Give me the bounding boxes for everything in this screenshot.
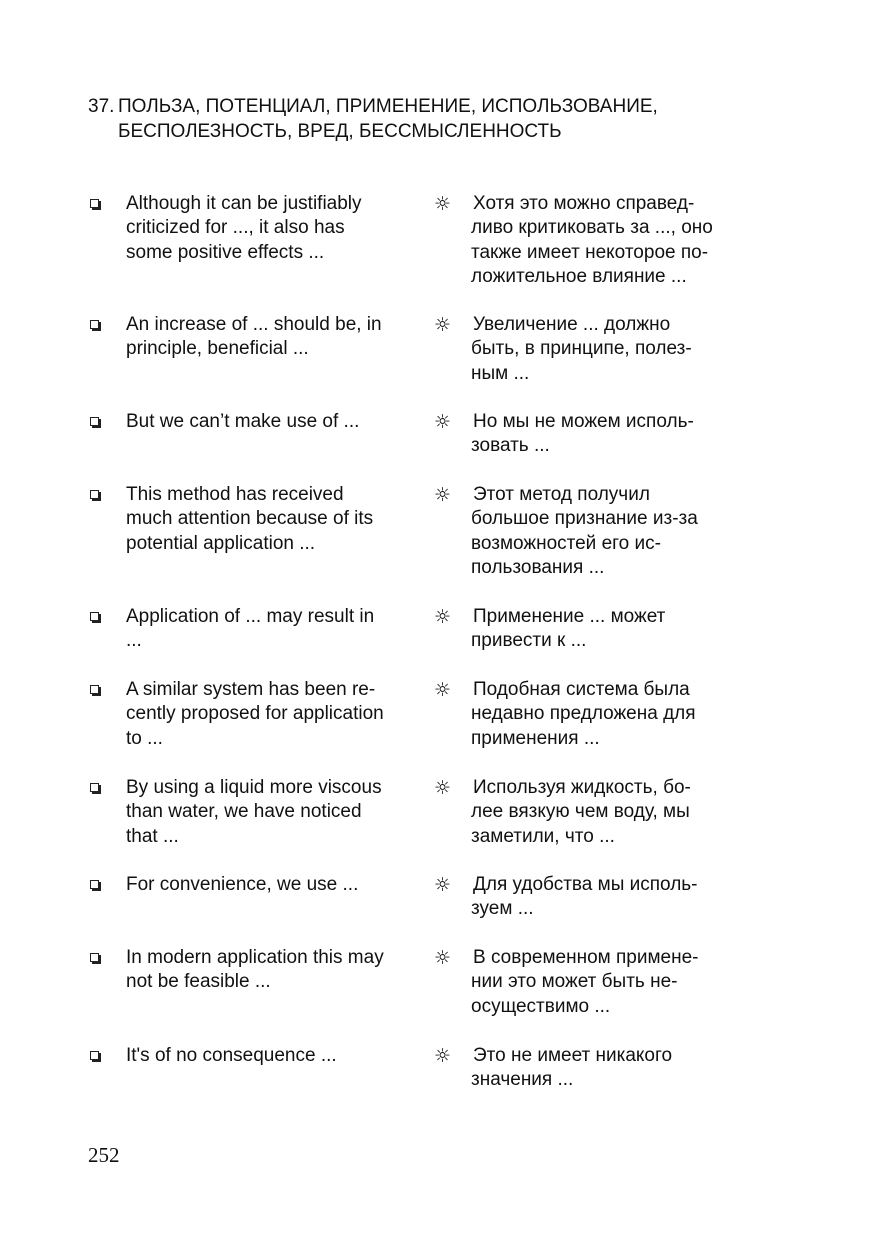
russian-line: В современном примене- [473,947,699,968]
phrase-list [0,192,872,1104]
russian-line: лее вязкую чем воду, мы [471,801,690,823]
russian-line: также имеет некоторое по- [471,241,709,263]
russian-line: быть, в принципе, полез- [471,338,692,360]
checkbox-icon [90,685,99,694]
russian-translation [471,946,733,1019]
russian-translation [471,483,733,580]
sun-icon: ☼ [434,484,452,506]
phrase-entry [0,605,872,678]
checkbox-icon [90,417,99,426]
english-line: principle, beneficial ... [126,338,309,360]
russian-line: Подобная система была [473,679,690,700]
phrase-entry [0,946,872,1044]
checkbox-icon [90,783,99,792]
russian-translation [471,313,733,386]
russian-line: недавно предложена для [471,703,696,725]
russian-line: осуществимо ... [471,995,611,1017]
phrase-entry [0,1044,872,1104]
phrase-entry [0,678,872,776]
checkbox-icon [90,490,99,499]
phrase-entry [0,410,872,483]
russian-line: нии это может быть не- [471,971,678,993]
english-phrase [126,483,416,556]
checkbox-icon [90,1051,99,1060]
russian-translation [471,410,733,459]
english-phrase [126,946,416,995]
english-phrase [126,678,416,751]
sun-icon: ☼ [434,1045,452,1067]
sun-icon: ☼ [434,411,452,433]
english-line: It's of no consequence ... [126,1045,337,1066]
english-phrase [126,192,416,265]
russian-line: Этот метод получил [473,484,650,505]
russian-line: Используя жидкость, бо- [473,777,691,798]
sun-icon: ☼ [434,874,452,896]
english-line: much attention because of its [126,508,374,530]
russian-line: применения ... [471,727,600,749]
phrase-entry [0,776,872,873]
phrase-entry [0,313,872,410]
russian-line: ным ... [471,362,530,384]
russian-line: зуем ... [471,898,534,920]
russian-translation [471,873,733,922]
phrase-entry [0,192,872,313]
phrase-entry [0,873,872,946]
russian-translation [471,192,733,289]
phrase-entry [0,483,872,605]
checkbox-icon [90,320,99,329]
russian-line: Для удобства мы исполь- [473,874,698,895]
english-phrase [126,1044,416,1068]
section-heading [88,94,788,144]
english-phrase [126,776,416,849]
heading-line-2: БЕСПОЛЕЗНОСТЬ, ВРЕД, БЕССМЫСЛЕННОСТЬ [118,121,562,142]
english-phrase [126,873,416,897]
english-phrase [126,313,416,362]
checkbox-icon [90,199,99,208]
english-line: In modern application this may [126,947,384,968]
english-line: not be feasible ... [126,971,271,993]
russian-line: Но мы не можем исполь- [473,411,694,432]
heading-line-1 [88,94,788,119]
russian-line: ложительное влияние ... [471,265,687,287]
english-line: But we can’t make use of ... [126,411,360,432]
english-line: This method has received [126,484,344,505]
russian-line: возможностей его ис- [471,532,661,554]
russian-line: большое признание из-за [471,508,698,530]
sun-icon: ☼ [434,314,452,336]
english-line: Application of ... may result in [126,606,375,627]
heading-text-1: ПОЛЬЗА, ПОТЕНЦИАЛ, ПРИМЕНЕНИЕ, ИСПОЛЬЗОВАНИЕ, [118,96,658,117]
sun-icon: ☼ [434,777,452,799]
english-line: A similar system has been re- [126,679,376,700]
sun-icon: ☼ [434,193,452,215]
english-line: than water, we have noticed [126,801,362,823]
sun-icon: ☼ [434,947,452,969]
checkbox-icon [90,953,99,962]
english-line: For convenience, we use ... [126,874,359,895]
english-line: to ... [126,727,163,749]
english-line: some positive effects ... [126,241,325,263]
english-line: Although it can be justifiably [126,193,362,214]
russian-line: ливо критиковать за ..., оно [471,217,713,239]
sun-icon: ☼ [434,606,452,628]
russian-translation [471,776,733,849]
english-line: By using a liquid more viscous [126,777,382,798]
sun-icon: ☼ [434,679,452,701]
english-phrase [126,605,416,654]
english-phrase [126,410,416,434]
russian-translation [471,1044,733,1093]
english-line: potential application ... [126,532,316,554]
russian-line: пользования ... [471,556,605,578]
checkbox-icon [90,880,99,889]
russian-line: Хотя это можно справед- [473,193,695,214]
russian-line: зовать ... [471,435,550,457]
russian-line: заметили, что ... [471,825,615,847]
russian-translation [471,678,733,751]
russian-line: Применение ... может [473,606,666,627]
english-line: that ... [126,825,179,847]
english-line: cently proposed for application [126,703,384,725]
english-line: An increase of ... should be, in [126,314,382,335]
russian-line: привести к ... [471,630,587,652]
english-line: ... [126,630,142,652]
section-number: 37. [88,96,115,117]
checkbox-icon [90,612,99,621]
page-number: 252 [88,1143,120,1167]
russian-line: Увеличение ... должно [473,314,671,335]
russian-line: значения ... [471,1069,574,1091]
russian-line: Это не имеет никакого [473,1045,673,1066]
english-line: criticized for ..., it also has [126,217,345,239]
russian-translation [471,605,733,654]
